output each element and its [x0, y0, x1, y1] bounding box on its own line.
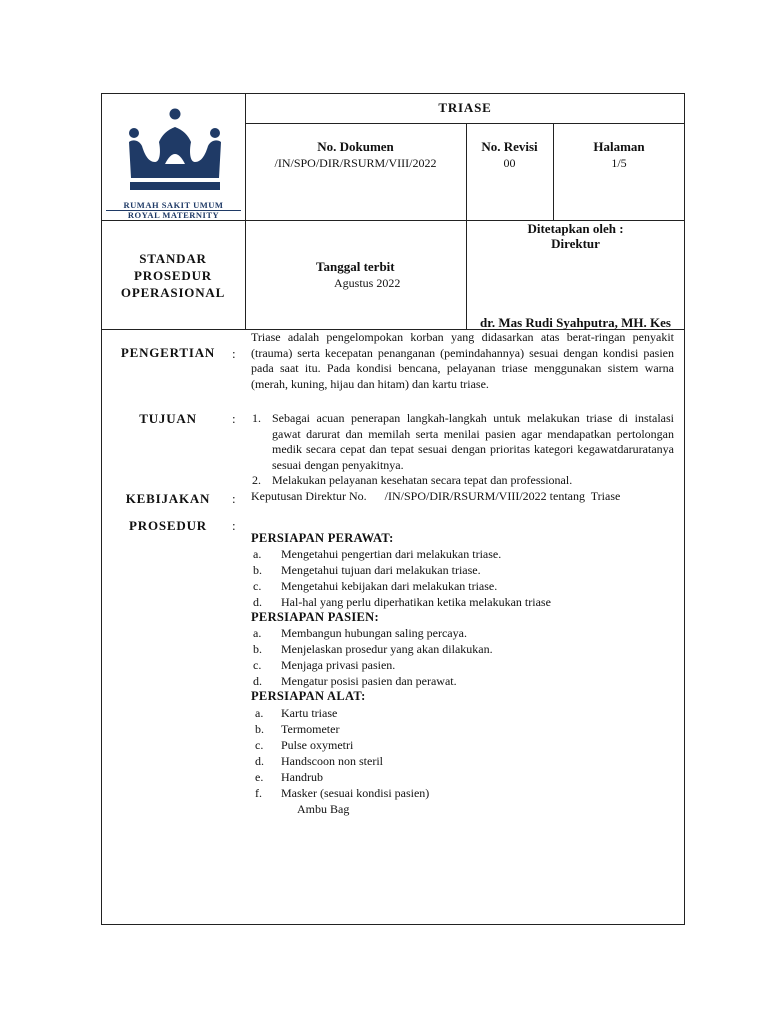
tujuan-marker: 1.	[252, 411, 261, 425]
pengertian-colon: :	[232, 346, 236, 361]
tujuan-label: TUJUAN	[139, 411, 197, 426]
list-marker: a.	[255, 706, 264, 720]
list-item: Hal-hal yang perlu diperhatikan ketika melakukan triase	[281, 595, 551, 609]
divider	[553, 123, 554, 220]
spo-line1: STANDAR	[139, 251, 207, 266]
list-marker: d.	[253, 595, 262, 609]
list-item: Termometer	[281, 722, 340, 736]
tujuan-colon: :	[232, 411, 236, 426]
persiapan-perawat-heading: PERSIAPAN PERAWAT:	[251, 531, 394, 545]
no-revisi-value: 00	[503, 156, 516, 170]
no-revisi-label: No. Revisi	[481, 139, 538, 154]
tanggal-terbit-value: Agustus 2022	[334, 276, 401, 290]
prosedur-label: PROSEDUR	[129, 518, 207, 533]
list-marker: f.	[255, 786, 262, 800]
divider	[245, 93, 246, 329]
list-marker: a.	[253, 547, 262, 561]
list-marker: c.	[253, 658, 262, 672]
list-item: Mengatur posisi pasien dan perawat.	[281, 674, 457, 688]
halaman-value: 1/5	[611, 156, 627, 170]
list-item: Membangun hubungan saling percaya.	[281, 626, 467, 640]
list-marker: d.	[255, 754, 264, 768]
tujuan-marker: 2.	[252, 473, 261, 487]
list-marker: c.	[253, 579, 262, 593]
prosedur-colon: :	[232, 518, 236, 533]
logo-text-line2: ROYAL MATERNITY	[127, 210, 220, 220]
tujuan-item: Melakukan pelayanan kesehatan secara tepat dan professional.	[272, 473, 573, 487]
list-item: Handscoon non steril	[281, 754, 383, 768]
list-marker: a.	[253, 626, 262, 640]
spo-line2: PROSEDUR	[134, 268, 212, 283]
tujuan-item: Sebagai acuan penerapan langkah-langkah untuk melakukan triase di instalasi gawat darurat dan memilah serta menilai pasien agar mendapatkan pertolongan medik secara cepat dan tepat sesuai dengan prioritas kategori kegawatdaruratanya sesuai dengan penyakitnya.	[272, 411, 674, 472]
direktur-name: dr. Mas Rudi Syahputra, MH. Kes	[480, 315, 671, 330]
list-marker: e.	[255, 770, 264, 784]
list-item: Masker (sesuai kondisi pasien)	[281, 786, 430, 800]
kebijakan-text: Keputusan Direktur No. /IN/SPO/DIR/RSURM/VIII/2022 tentang Triase	[251, 489, 621, 503]
list-marker: b.	[253, 642, 262, 656]
ditetapkan-label: Ditetapkan oleh :	[527, 221, 624, 236]
halaman-label: Halaman	[593, 139, 645, 154]
no-dokumen-value: /IN/SPO/DIR/RSURM/VIII/2022	[274, 156, 437, 170]
list-marker: b.	[253, 563, 262, 577]
persiapan-pasien-heading: PERSIAPAN PASIEN:	[251, 610, 379, 624]
spo-title	[101, 250, 245, 301]
list-marker: b.	[255, 722, 264, 736]
list-item: Menjelaskan prosedur yang akan dilakukan.	[281, 642, 493, 656]
tanggal-terbit-label: Tanggal terbit	[316, 259, 395, 274]
list-marker: c.	[255, 738, 264, 752]
divider	[245, 123, 685, 124]
list-item: Mengetahui pengertian dari melakukan triase.	[281, 547, 502, 561]
list-item: Menjaga privasi pasien.	[281, 658, 396, 672]
list-item: Kartu triase	[281, 706, 338, 720]
crown-logo-icon	[103, 100, 244, 196]
document-title: TRIASE	[438, 100, 492, 115]
kebijakan-label: KEBIJAKAN	[125, 491, 211, 506]
ditetapkan-jabatan: Direktur	[551, 236, 600, 251]
persiapan-alat-heading: PERSIAPAN ALAT:	[251, 689, 366, 703]
kebijakan-colon: :	[232, 491, 236, 506]
list-item: Mengetahui kebijakan dari melakukan triase.	[281, 579, 498, 593]
spo-line3: OPERASIONAL	[120, 285, 226, 300]
list-item-extra: Ambu Bag	[297, 802, 350, 816]
list-item: Pulse oxymetri	[281, 738, 354, 752]
pengertian-label: PENGERTIAN	[120, 345, 216, 360]
pengertian-text: Triase adalah pengelompokan korban yang didasarkan atas berat-ringan penyakit (trauma) serta kecepatan penanganan (pemindahannya) sesuai dengan kondisi pasien pada saat itu. Pada kondisi bencana, pelayanan triase menggunakan sistem warna (merah, kuning, hijau dan hitam) dan kartu triase.	[251, 330, 674, 391]
list-marker: d.	[253, 674, 262, 688]
no-dokumen-label: No. Dokumen	[317, 139, 394, 154]
list-item: Mengetahui tujuan dari melakukan triase.	[281, 563, 481, 577]
list-item: Handrub	[281, 770, 323, 784]
hospital-logo	[103, 100, 244, 218]
logo-text-line1: RUMAH SAKIT UMUM	[123, 200, 224, 210]
